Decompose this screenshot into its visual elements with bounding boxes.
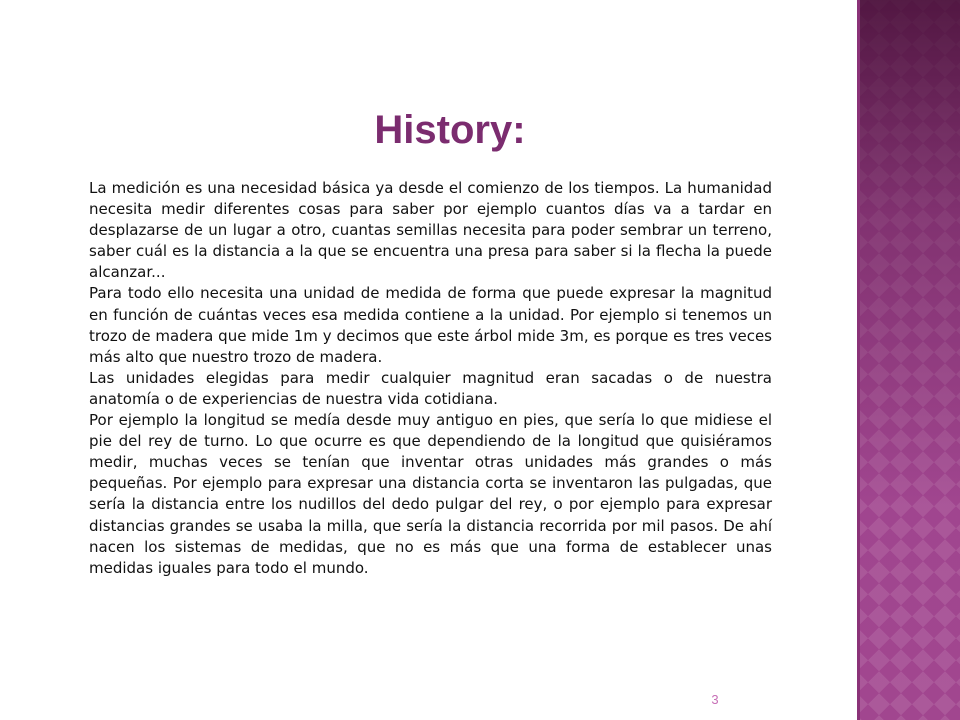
page-number: 3 [711, 692, 719, 707]
paragraph: Las unidades elegidas para medir cualquier magnitud eran sacadas o de nuestra anatomía o de experiencias de nuestra vida cotidiana. [89, 368, 772, 408]
slide-title: History: [374, 108, 526, 152]
paragraph: Para todo ello necesita una unidad de medida de forma que puede expresar la magnitud en función de cuántas veces esa medida contiene a la unidad. Por ejemplo si tenemos un trozo de madera que mide 1m y decimos que este árbol mide 3m, es porque es tres veces más alto que nuestro trozo de madera. [89, 284, 772, 366]
paragraph: La medición es una necesidad básica ya desde el comienzo de los tiempos. La humanidad necesita medir diferentes cosas para saber por ejemplo cuantos días va a tardar en desplazarse de un lugar a otro, cuantas semillas necesita para poder sembrar un terreno, saber cuál es la distancia a la que se encuentra una presa para saber si la flecha la puede alcanzar... [89, 179, 772, 282]
decorative-side-band [857, 0, 960, 720]
paragraph: Por ejemplo la longitud se medía desde muy antiguo en pies, que sería lo que midiese el pie del rey de turno. Lo que ocurre es que dependiendo de la longitud que quisiéramos medir, muchas veces se tenían que inventar otras unidades más grandes o más pequeñas. Por ejemplo para expresar una distancia corta se inventaron las pulgadas, que sería la distancia entre los nudillos del dedo pulgar del rey, o por ejemplo para expresar distancias grandes se usaba la milla, que sería la distancia recorrida por mil pasos. De ahí nacen los sistemas de medidas, que no es más que una forma de establecer unas medidas iguales para todo el mundo. [89, 411, 772, 577]
body-text [89, 178, 772, 579]
